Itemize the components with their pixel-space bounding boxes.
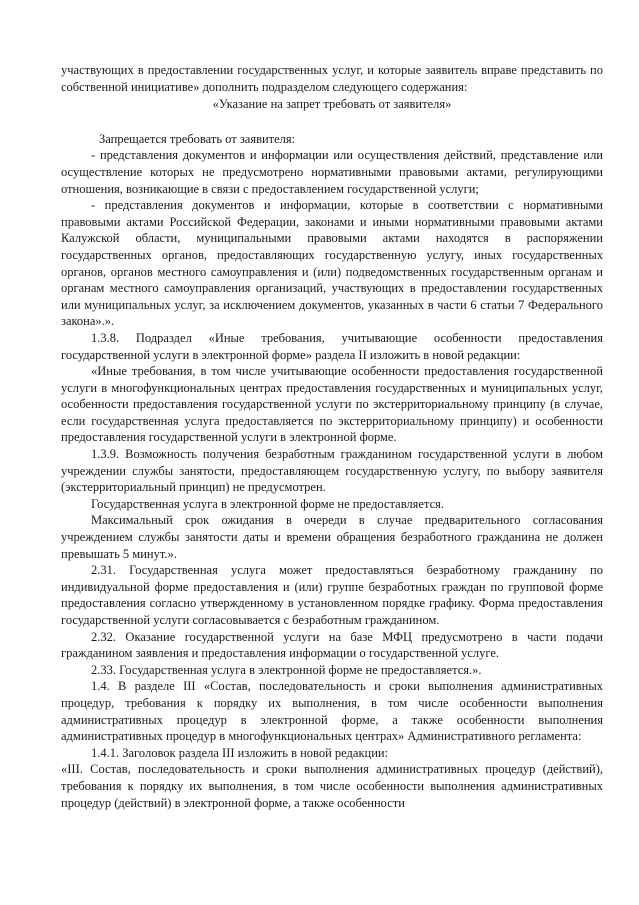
paragraph: 1.4.1. Заголовок раздела III изложить в новой редакции: xyxy=(91,745,389,760)
paragraph: Запрещается требовать от заявителя: xyxy=(99,131,296,146)
paragraph: 1.4. В разделе III «Состав, последовательность и сроки выполнения административных процедур, требования к порядку их выполнения, в том числе особенности выполнения административных процедур в электронной форме, а также особенности выполнения административных процедур в многофункциональных центрах» Административного регламента: xyxy=(61,679,603,744)
paragraph: 1.3.8. Подраздел «Иные требования, учитывающие особенности предоставления государственной услуги в электронной форме» раздела II изложить в новой редакции: xyxy=(61,330,603,362)
paragraph: 2.33. Государственная услуга в электронной форме не предоставляется.». xyxy=(91,662,482,677)
section-heading: «Указание на запрет требовать от заявителя» xyxy=(212,97,452,112)
paragraph: 2.32. Оказание государственной услуги на базе МФЦ предусмотрено в части подачи гражданином заявления и предоставления информации о государственной услуге. xyxy=(61,629,603,661)
paragraph: 2.31. Государственная услуга может предоставляться безработному гражданину по индивидуальной форме предоставления и (или) группе безработных граждан по групповой форме предоставления согласно утвержденному в установленном порядке графику. Форма предоставления государственной услуги согласовывается с безработным гражданином. xyxy=(61,563,603,627)
paragraph: - представления документов и информации или осуществления действий, представление или осуществление которых не предусмотрено нормативными правовыми актами, регулирующими отношения, возникающие в связи с предоставлением государственной услуги; xyxy=(61,148,603,196)
paragraph: участвующих в предоставлении государственных услуг, и которые заявитель вправе представить по собственной инициативе» дополнить подразделом следующего содержания: xyxy=(61,63,603,94)
paragraph: Государственная услуга в электронной форме не предоставляется. xyxy=(91,496,445,511)
document-body xyxy=(61,62,603,811)
paragraph: - представления документов и информации, которые в соответствии с нормативными правовыми актами Российской Федерации, законами и иными нормативными правовыми актами Калужской области, муниципальными правовыми актами находятся в распоряжении государственных органов, предоставляющих государственную услугу, иных государственных органов, органов местного самоуправления и (или) подведомственных государственным органам и органам местного самоуправления организаций, участвующих в предоставлении государственных или муниципальных услуг, за исключением документов, указанных в части 6 статьи 7 Федерального закона».». xyxy=(61,198,603,329)
paragraph: Максимальный срок ожидания в очереди в случае предварительного согласования учреждением службы занятости даты и времени обращения безработного гражданина не должен превышать 5 минут.». xyxy=(61,513,603,561)
paragraph: 1.3.9. Возможность получения безработным гражданином государственной услуги в любом учреждении службы занятости, предоставляющем государственную услугу, по выбору заявителя (экстерриториальный принцип) не предусмотрен. xyxy=(61,447,603,495)
paragraph: «III. Состав, последовательность и сроки выполнения административных процедур (действий), требования к порядку их выполнения, в том числе особенности выполнения административных процедур (действий) в электронной форме, а также особенности xyxy=(61,762,603,810)
paragraph: «Иные требования, в том числе учитывающие особенности предоставления государственной услуги в многофункциональных центрах предоставления государственных и муниципальных услуг, особенности предоставления государственной услуги по экстерриториальному принципу (в случае, если государственная услуга предоставляется по экстерриториальному принципу) и особенности предоставления государственной услуги в электронной форме. xyxy=(61,364,603,445)
